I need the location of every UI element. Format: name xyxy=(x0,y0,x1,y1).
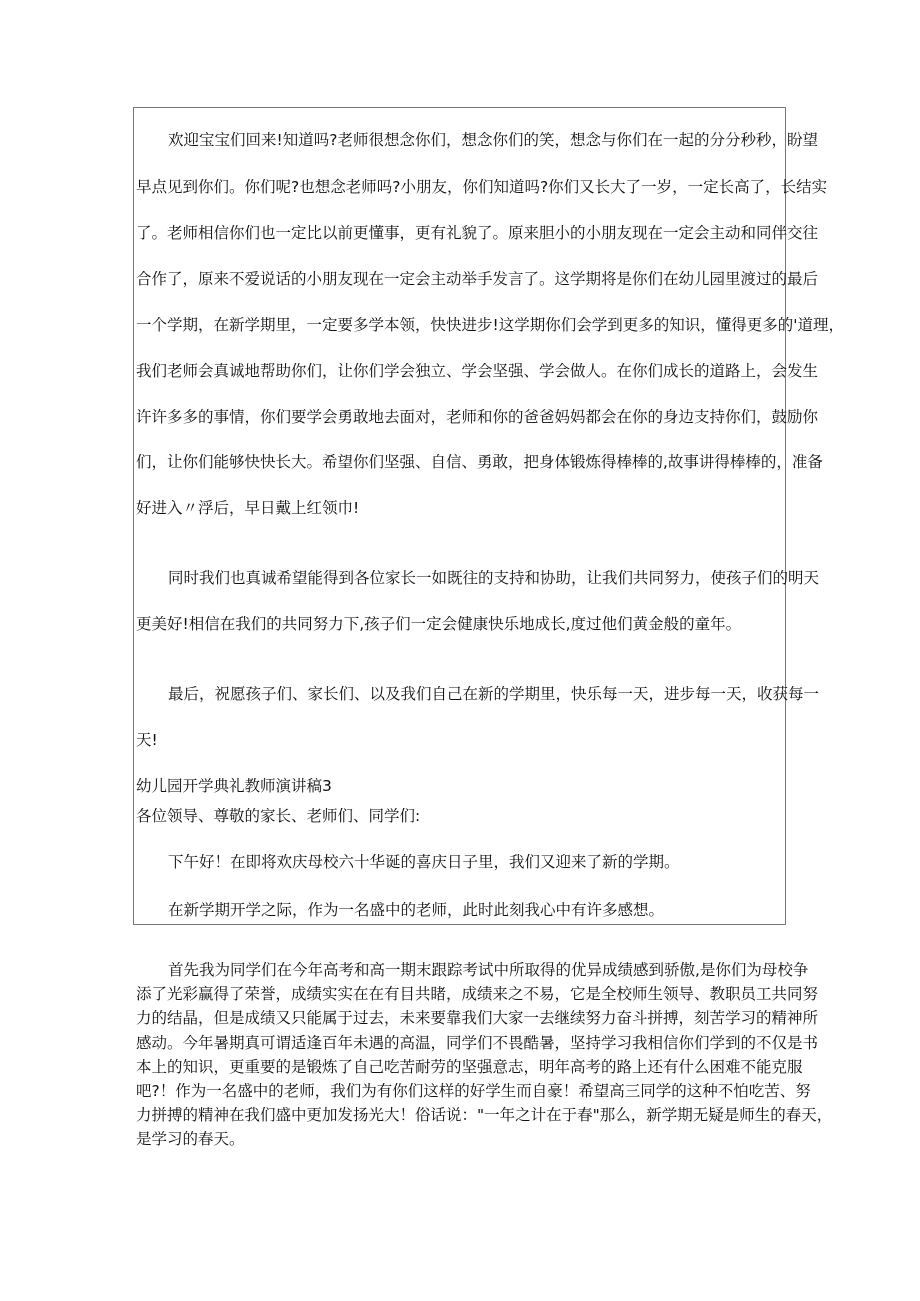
paragraph-line: 是学习的春天。 xyxy=(136,1130,245,1149)
section-heading: 幼儿园开学典礼教师演讲稿3 xyxy=(136,777,332,795)
paragraph-line: 力的结晶，但是成绩又只能属于过去，未来要靠我们大家一去继续努力奋斗拼搏，刻苦学习的精神所 xyxy=(136,1009,819,1028)
paragraph-line: 感动。今年暑期真可谓适逢百年未遇的高温，同学们不畏酷暑，坚持学习我相信你们学到的不仅是书 xyxy=(136,1033,819,1052)
paragraph-line: 了。老师相信你们也一定比以前更懂事，更有礼貌了。原来胆小的小朋友现在一定会主动和同伴交往 xyxy=(136,224,819,242)
paragraph-line: 添了光彩赢得了荣誉，成绩实实在在有目共睹，成绩来之不易，它是全校师生领导、教职员工共同努 xyxy=(136,985,819,1004)
paragraph-line: 我们老师会真诚地帮助你们，让你们学会独立、学会坚强、学会做人。在你们成长的道路上，会发生 xyxy=(136,362,819,380)
intro-line: 在新学期开学之际，作为一名盛中的老师，此时此刻我心中有许多感想。 xyxy=(168,901,665,919)
paragraph-line: 好进入〃浮后，早日戴上红领巾! xyxy=(136,499,360,517)
paragraph-line: 本上的知识，更重要的是锻炼了自己吃苦耐劳的坚强意志，明年高考的路上还有什么困难不能克服 xyxy=(136,1057,803,1076)
paragraph-line: 更美好!相信在我们的共同努力下,孩子们一定会健康快乐地成长,度过他们黄金般的童年。 xyxy=(136,615,742,633)
paragraph-line: 吧?！作为一名盛中的老师，我们为有你们这样的好学生而自豪！希望高三同学的这种不怕吃苦、努 xyxy=(136,1082,811,1100)
paragraph-line: 首先我为同学们在今年高考和高一期末跟踪考试中所取得的优异成绩感到骄傲,是你们为母校争 xyxy=(168,961,809,979)
paragraph-line: 一个学期，在新学期里，一定要多学本领，快快进步!这学期你们会学到更多的知识，懂得更多的'道理， xyxy=(136,316,844,334)
paragraph-line: 早点见到你们。你们呢?也想念老师吗?小朋友，你们知道吗?你们又长大了一岁，一定长高了，长结实 xyxy=(136,178,828,196)
greeting-line: 下午好！在即将欢庆母校六十华诞的喜庆日子里，我们又迎来了新的学期。 xyxy=(168,853,680,871)
salutation: 各位领导、尊敬的家长、老师们、同学们: xyxy=(136,807,421,825)
paragraph-line: 们，让你们能够快快长大。希望你们坚强、自信、勇敢，把身体锻炼得棒棒的,故事讲得棒棒的，准备 xyxy=(136,453,823,471)
paragraph-line: 力拼搏的精神在我们盛中更加发扬光大！俗话说："一年之计在于春"那么，新学期无疑是师生的春天， xyxy=(136,1106,833,1125)
paragraph-line: 天! xyxy=(136,731,158,749)
paragraph-line: 合作了，原来不爱说话的小朋友现在一定会主动举手发言了。这学期将是你们在幼儿园里渡过的最后 xyxy=(136,270,819,288)
paragraph-line: 最后，祝愿孩子们、家长们、以及我们自己在新的学期里，快乐每一天，进步每一天，收获每一 xyxy=(168,685,820,703)
paragraph-line: 欢迎宝宝们回来!知道吗?老师很想念你们，想念你们的笑，想念与你们在一起的分分秒秒，盼望 xyxy=(168,131,818,149)
paragraph-line: 许许多多的事情，你们要学会勇敢地去面对，老师和你的爸爸妈妈都会在你的身边支持你们，鼓励你 xyxy=(136,408,819,426)
paragraph-line: 同时我们也真诚希望能得到各位家长一如既往的支持和协助，让我们共同努力，使孩子们的明天 xyxy=(168,569,820,587)
